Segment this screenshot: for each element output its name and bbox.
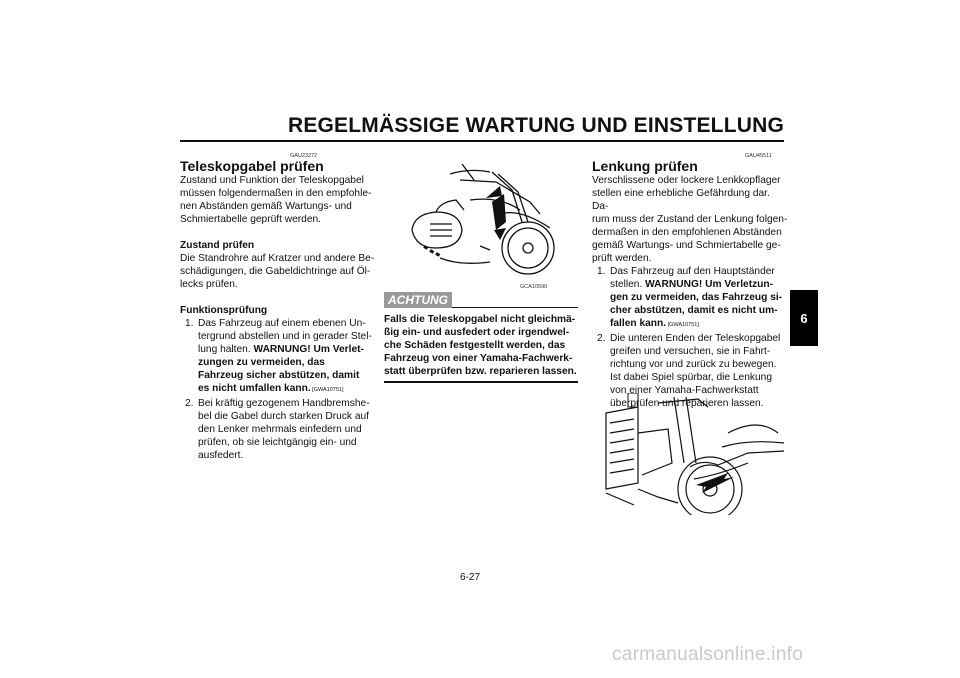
chapter-tab: 6 xyxy=(790,290,818,346)
text: stellen. xyxy=(610,279,646,290)
warning-text: WARNUNG! Um Verlet- xyxy=(253,344,364,355)
figure-code: GCA10590 xyxy=(520,284,548,290)
text: lung halten. xyxy=(198,344,254,355)
intro-line: Verschlissene oder lockere Lenkkopflager xyxy=(592,175,781,186)
list-line xyxy=(610,278,788,291)
list-line: prüfen, ob sie leichtgängig ein- und xyxy=(198,437,357,448)
title-rule xyxy=(180,140,784,142)
list-line: greifen und versuchen, sie in Fahrt- xyxy=(610,346,771,357)
intro-line: prüft werden. xyxy=(592,253,652,264)
warning-text: WARNUNG! Um Verletzun- xyxy=(645,279,774,290)
list-line: Das Fahrzeug auf den Hauptständer xyxy=(610,266,775,277)
zustand-line: Die Standrohre auf Kratzer und andere Be- xyxy=(180,253,375,264)
intro-line: rum muss der Zustand der Lenkung folgen- xyxy=(592,214,788,225)
reference-code: [GWA10751] xyxy=(666,322,699,328)
section-heading-teleskopgabel: Teleskopgabel prüfen xyxy=(180,158,324,174)
watermark: carmanualsonline.info xyxy=(612,644,804,665)
list-item xyxy=(180,317,376,397)
reference-code: [GWA10751] xyxy=(310,387,344,393)
fork-check-illustration xyxy=(400,150,560,280)
section-heading-lenkung: Lenkung prüfen xyxy=(592,158,698,174)
intro-line: müssen folgendermaßen in den empfohle- xyxy=(180,188,372,199)
intro-line: stellen eine erhebliche Gefährdung dar. Da- xyxy=(592,188,770,212)
list-line: bel die Gabel durch starken Druck auf xyxy=(198,411,370,422)
intro-line: Zustand und Funktion der Teleskopgabel xyxy=(180,175,364,186)
list-item xyxy=(592,265,788,332)
intro-line: dermaßen in den empfohlenen Abständen xyxy=(592,227,782,238)
page-title: REGELMÄSSIGE WARTUNG UND EINSTELLUNG xyxy=(287,114,784,137)
warning-text: Fahrzeug sicher abstützen, damit xyxy=(198,370,360,381)
caution-line: Falls die Teleskopgabel nicht gleichmä- xyxy=(384,314,576,325)
caution-label: ACHTUNG xyxy=(384,292,452,308)
list-number: 1. xyxy=(185,318,194,329)
warning-text: gen zu vermeiden, das Fahrzeug si- xyxy=(610,292,783,303)
list-line xyxy=(610,317,788,332)
list-line xyxy=(198,343,376,356)
list-line: ausfedert. xyxy=(198,450,244,461)
right-column xyxy=(592,158,788,410)
caution-text xyxy=(384,313,580,378)
intro-line: Schmiertabelle geprüft werden. xyxy=(180,214,322,225)
caution-line: che Schäden festgestellt werden, das xyxy=(384,340,566,351)
list-item xyxy=(180,397,376,462)
zustand-line: schädigungen, die Gabeldichtringe auf Öl- xyxy=(180,266,371,277)
warning-text: es nicht umfallen kann. xyxy=(198,383,311,394)
caution-line: Fahrzeug von einer Yamaha-Fachwerk- xyxy=(384,353,573,364)
list-line xyxy=(198,382,376,397)
subheading-funktion: Funktionsprüfung xyxy=(180,305,268,316)
list-line: Die unteren Enden der Teleskopgabel xyxy=(610,333,781,344)
left-column xyxy=(180,158,376,462)
steering-check-illustration xyxy=(598,393,786,515)
list-line: Ist dabei Spiel spürbar, die Lenkung xyxy=(610,372,772,383)
list-line: Bei kräftig gezogenem Handbremshe- xyxy=(198,398,370,409)
caution-line: ßig ein- und ausfedert oder irgendwel- xyxy=(384,327,570,338)
list-line: Das Fahrzeug auf einem ebenen Un- xyxy=(198,318,366,329)
intro-line: nen Abständen gemäß Wartungs- und xyxy=(180,201,352,212)
intro-line: gemäß Wartungs- und Schmiertabelle ge- xyxy=(592,240,781,251)
subheading-zustand: Zustand prüfen xyxy=(180,240,255,251)
zustand-line: lecks prüfen. xyxy=(180,279,238,290)
section-code: GAU23272 xyxy=(290,153,318,159)
list-number: 2. xyxy=(185,398,194,409)
list-line: den Lenker mehrmals einfedern und xyxy=(198,424,362,435)
warning-text: cher abstützen, damit es nicht um- xyxy=(610,305,778,316)
list-number: 1. xyxy=(597,266,606,277)
list-line: tergrund abstellen und in gerader Stel- xyxy=(198,331,372,342)
list-number: 2. xyxy=(597,333,606,344)
warning-text: fallen kann. xyxy=(610,318,667,329)
page-number: 6-27 xyxy=(460,572,481,583)
list-line: von einer Yamaha-Fachwerkstatt xyxy=(610,385,759,396)
warning-text: zungen zu vermeiden, das xyxy=(198,357,325,368)
caution-rule xyxy=(452,307,578,308)
section-code: GAU45511 xyxy=(745,153,772,159)
caution-line: statt überprüfen bzw. reparieren lassen. xyxy=(384,366,577,377)
caution-end-rule xyxy=(384,381,578,383)
list-line: richtung vor und zurück zu bewegen. xyxy=(610,359,777,370)
list-line: überprüfen und reparieren lassen. xyxy=(610,398,764,409)
